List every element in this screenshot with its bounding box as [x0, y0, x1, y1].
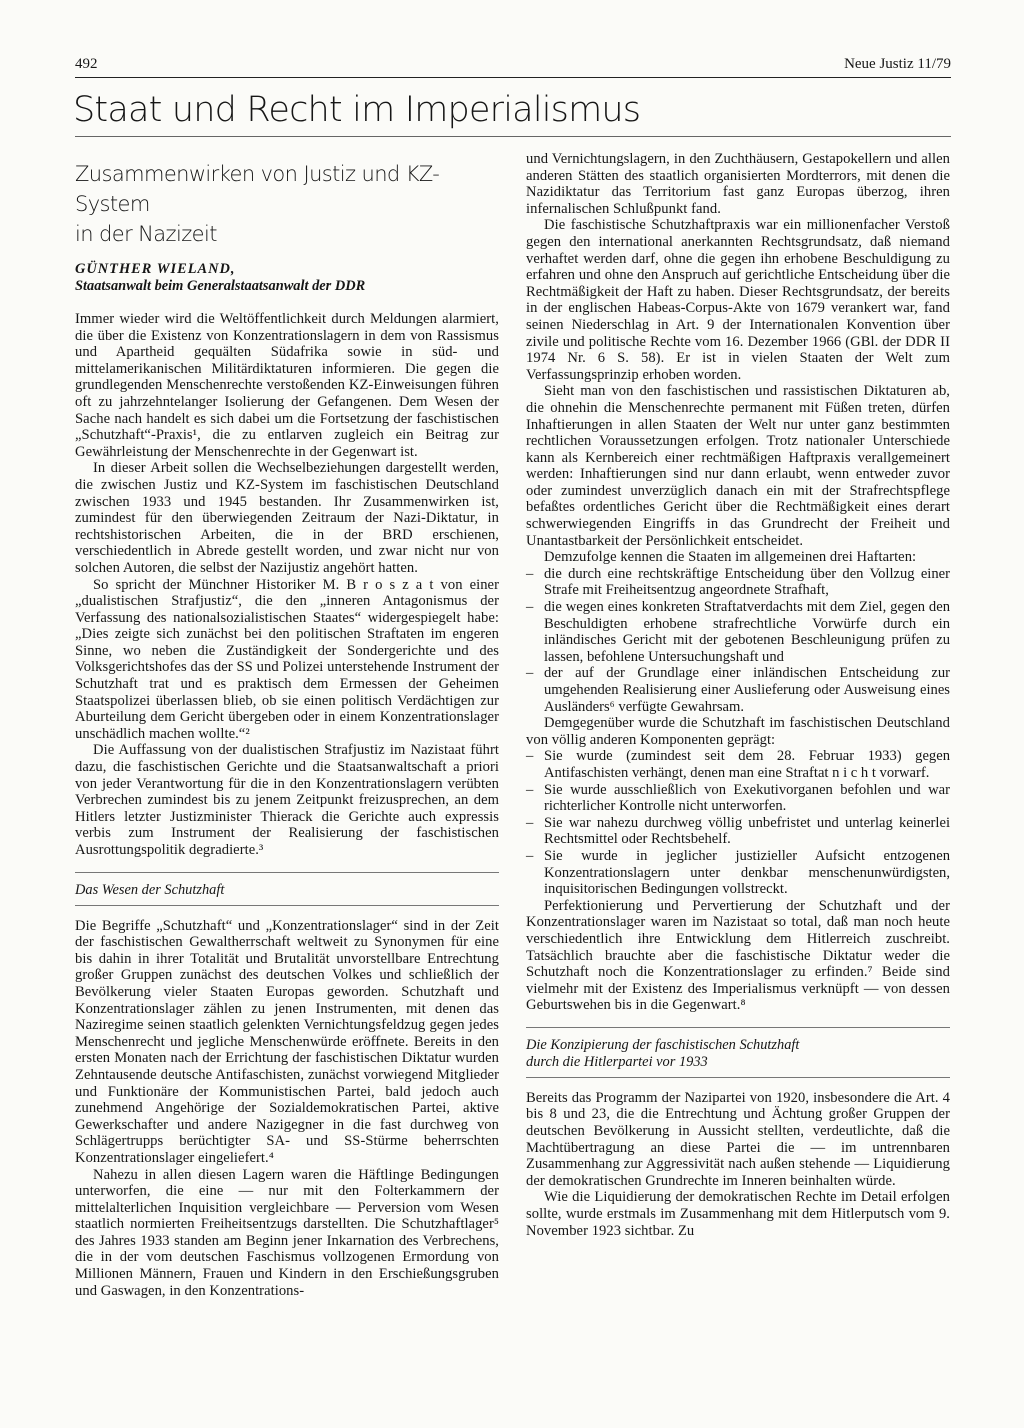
subheading: Das Wesen der Schutzhaft	[75, 881, 225, 898]
paragraph: Die faschistische Schutzhaftpraxis war ein millionenfacher Verstoß gegen den international anerkannten Rechtsgrundsatz, daß niemand verhaftet werden darf, ohne die gegen ihn erhobene Beschuldigung zu erfahren und ohne den Anspruch auf gerichtliche Entscheidung über die Rechtmäßigkeit der Haft zu haben. Dieser Rechtsgrundsatz, der bereits in der englischen Habeas-Corpus-Akte von 1679 verankert war, fand seinen Niederschlag in Art. 9 der Internationalen Konvention über zivile und politische Rechte vom 16. Dezember 1966 (GBl. der DDR II 1974 Nr. 6 S. 58). Er ist in vielen Staaten der Welt zum Verfassungsprinzip erhoben worden.	[526, 217, 950, 383]
subheading-line-2: durch die Hitlerpartei vor 1933	[526, 1053, 708, 1070]
page-header	[75, 56, 951, 76]
left-column	[75, 150, 499, 1299]
list-item: – die durch eine rechtskräftige Entscheidung über den Vollzug einer Strafe mit Freiheitsentzug angeordnete Strafhaft,	[526, 566, 950, 599]
article-title	[75, 159, 499, 249]
subheading-rule-bottom	[526, 1077, 950, 1078]
author-name: GÜNTHER WIELAND,	[75, 261, 236, 277]
paragraph: Demgegenüber wurde die Schutzhaft im faschistischen Deutschland von völlig anderen Komponenten geprägt:	[526, 715, 950, 748]
journal-issue: Neue Justiz 11/79	[844, 56, 951, 72]
list-item: – Sie wurde in jeglicher justizieller Aufsicht entzogenen Konzentrationslagern unter denkbar menschenunwürdigsten, inquisitorischen Bedingungen vollstreckt.	[526, 848, 950, 898]
detention-types-list	[526, 566, 950, 715]
subheading-block	[75, 872, 499, 906]
header-rule	[75, 77, 951, 78]
section-rule	[75, 136, 951, 137]
paragraph: Die Auffassung von der dualistischen Strafjustiz im Nazistaat führt dazu, die faschistischen Gerichte und die Staatsanwaltschaft a priori von jeder Verantwortung für die in den Konzentrationslagern verübten Verbrechen zumindest bis zu jenem Zeitpunkt freizusprechen, an dem Hitlers letzter Justizminister Thierack die Gerichte auch expressis verbis zum Instrument der Realisierung der faschistischen Ausrottungspolitik degradierte.³	[75, 742, 499, 858]
list-item: – Sie wurde ausschließlich von Exekutivorganen befohlen und war richterlicher Kontrolle nicht unterworfen.	[526, 782, 950, 815]
subheading	[526, 1028, 950, 1077]
article-title-line-1: Zusammenwirken von Justiz und KZ-System	[75, 162, 440, 216]
subheading-line-1: Die Konzipierung der faschistischen Schutzhaft	[526, 1036, 800, 1053]
list-item: – die wegen eines konkreten Straftatverdachts mit dem Ziel, gegen den Beschuldigten erhobene strafrechtliche Vorwürfe durch ein inländisches Gericht mit der gebotenen Beschleunigung prüfen zu lassen, befohlene Untersuchungshaft und	[526, 599, 950, 665]
paragraph: Immer wieder wird die Weltöffentlichkeit durch Meldungen alarmiert, die über die Existenz von Konzentrationslagern in dem von Rassismus und Apartheid gequälten Südafrika sowie in süd- und mittelamerikanischen Militärdiktaturen informieren. Die gegen die grundlegenden Menschenrechte verstoßenden KZ-Einweisungen führen oft zu jahrzehntelanger Isolierung der Gefangenen. Dem Wesen der Sache nach handelt es sich dabei um die Fortsetzung der faschistischen „Schutzhaft“-Praxis¹, die zu entlarven zugleich ein Beitrag zur Gewährleistung der Menschenrechte in der Gegenwart ist.	[75, 311, 499, 460]
subheading-rule-bottom	[75, 905, 499, 906]
paragraph: Bereits das Programm der Nazipartei von 1920, insbesondere die Art. 4 bis 8 und 23, die die Entrechtung und Ächtung großer Gruppen der deutschen Bevölkerung in Aussicht stellten, verdeutlichte, daß die Machtübertragung an diese Partei die — im untrennbaren Zusammenhang zur Aggressivität nach außen stehende — Liquidierung der demokratischen Grundrechte im Inneren beinhalten würde.	[526, 1089, 950, 1189]
paragraph: Wie die Liquidierung der demokratischen Rechte im Detail erfolgen sollte, wurde erstmals im Zusammenhang mit dem Hitlerputsch vom 9. November 1923 sichtbar. Zu	[526, 1189, 950, 1239]
section-title: Staat und Recht im Imperialismus	[73, 90, 641, 130]
paragraph: So spricht der Münchner Historiker M. B r o s z a t von einer „dualistischen Strafjustiz“, die den „inneren Antagonismus der Verfassung des nationalsozialistischen Staates“ widergespiegelt habe: „Dies zeigte sich zunächst bei den politischen Straftaten im engeren Sinne, wo neben die Zuständigkeit der Sondergerichte und des Volksgerichtshofes das der SS und Polizei unterstehende Instrument der Schutzhaft trat und es praktisch dem Ermessen der Geheimen Staatspolizei überlassen blieb, ob sie einen politisch Verdächtigen zur Aburteilung dem Gericht übergeben oder in einem Konzentrationslager unschädlich machen wollte.“²	[75, 576, 499, 742]
right-column	[526, 151, 950, 1239]
paragraph: Sieht man von den faschistischen und rassistischen Diktaturen ab, die ohnehin die Menschenrechte permanent mit Füßen treten, dürfen Inhaftierungen in allen Staaten der Welt nur unter ganz bestimmten rechtlichen Voraussetzungen erfolgen. Trotz nationaler Unterschiede kann als Kernbereich einer rechtmäßigen Haftpraxis verallgemeinert werden: Inhaftierungen sind nur dann erlaubt, wenn entweder zuvor oder zumindest unverzüglich danach ein mit der Strafrechtspflege befaßtes ordentliches Gericht über die Rechtmäßigkeit eines derart schwerwiegenden Eingriffs in das Grundrecht der Freiheit und Unantastbarkeit der Persönlichkeit entscheidet.	[526, 383, 950, 549]
list-item: – Sie war nahezu durchweg völlig unbefristet und unterlag keinerlei Rechtsmittel oder Rechtsbehelf.	[526, 815, 950, 848]
paragraph: Demzufolge kennen die Staaten im allgemeinen drei Haftarten:	[544, 549, 917, 566]
paragraph: Die Begriffe „Schutzhaft“ und „Konzentrationslager“ sind in der Zeit der faschistischen Gewaltherrschaft weltweit zu Synonymen für eine bis dahin in ihrer Totalität und Brutalität unvorstellbare Entrechtung großer Gruppen zunächst des deutschen Volkes und schließlich der Bevölkerung vieler Staaten Europas geworden. Schutzhaft und Konzentrationslager zählen zu jenen Instrumenten, mit denen das Naziregime seinen staatlich gelenkten Vernichtungsfeldzug gegen jedes Menschenrecht und jegliche Menschenwürde eröffnete. Bereits in den ersten Monaten nach der Errichtung der faschistischen Diktatur wurden Zehntausende deutsche Antifaschisten, zunächst vorwiegend Mitglieder und Funktionäre der Kommunistischen Partei, bald jedoch auch zunehmend Angehörige der Sozialdemokratischen Partei, aktive Gewerkschafter und andere Nazigegner in die fast durchweg von Schlägertrupps berüchtigter SA- und SS-Stürme beherrschten Konzentrationslager eingeliefert.⁴	[75, 917, 499, 1166]
subheading-block	[526, 1027, 950, 1078]
article-title-line-2: in der Nazizeit	[75, 222, 217, 246]
list-item: – Sie wurde (zumindest seit dem 28. Februar 1933) gegen Antifaschisten verhängt, denen man eine Straftat n i c h t vorwarf.	[526, 748, 950, 781]
paragraph: Nahezu in allen diesen Lagern waren die Häftlinge Bedingungen unterworfen, die eine — nur mit den Folterkammern der mittelalterlichen Inquisition vergleichbare — Perversion vom Wesen staatlich normierten Freiheitsentzugs darstellten. Die Schutzhaftlager⁵ des Jahres 1933 standen am Beginn jener Inkarnation des Verbrechens, die in der vom deutschen Faschismus vollzogenen Ermordung von Millionen Männern, Frauen und Kindern in den Erschießungsgruben und Gaswagen, in den Konzentrations-	[75, 1166, 499, 1299]
intro-text	[75, 311, 499, 859]
schutzhaft-features-list	[526, 748, 950, 897]
paragraph: und Vernichtungslagern, in den Zuchthäusern, Gestapokellern und allen anderen Stätten des staatlich organisierten Mordterrors, mit denen die Nazidiktatur das Territorium fast ganz Europas überzog, ihren infernalischen Schlußpunkt fand.	[526, 151, 950, 217]
list-item: – der auf der Grundlage einer inländischen Entscheidung zur umgehenden Realisierung einer Auslieferung oder Ausweisung eines Ausländers⁶ verfügte Gewahrsam.	[526, 665, 950, 715]
paragraph: Perfektionierung und Pervertierung der Schutzhaft und der Konzentrationslager waren im Nazistaat so total, daß man noch heute verschiedentlich ihre Entwicklung dem Hitlerreich zuschreibt. Tatsächlich brauchte aber die faschistische Diktatur weder die Schutzhaft noch die Konzentrationslager zu erfinden.⁷ Beide sind vielmehr mit der Existenz des Imperialismus verknüpft — von dessen Geburtswehen bis in die Gegenwart.⁸	[526, 897, 950, 1014]
page-number: 492	[75, 56, 98, 72]
author-block	[75, 261, 499, 295]
author-role: Staatsanwalt beim Generalstaatsanwalt der DDR	[75, 278, 366, 294]
paragraph: In dieser Arbeit sollen die Wechselbeziehungen dargestellt werden, die zwischen Justiz und KZ-System im faschistischen Deutschland zwischen 1933 und 1945 bestanden. Ihr Zusammenwirken ist, zumindest für den überwiegenden Zeitraum der Nazi-Diktatur, in rechtshistorischen Arbeiten, die in der BRD erschienen, verschiedentlich in Abrede gestellt worden, und zwar nicht nur von solchen Autoren, die selbst der Nazijustiz angehört hatten.	[75, 460, 499, 576]
